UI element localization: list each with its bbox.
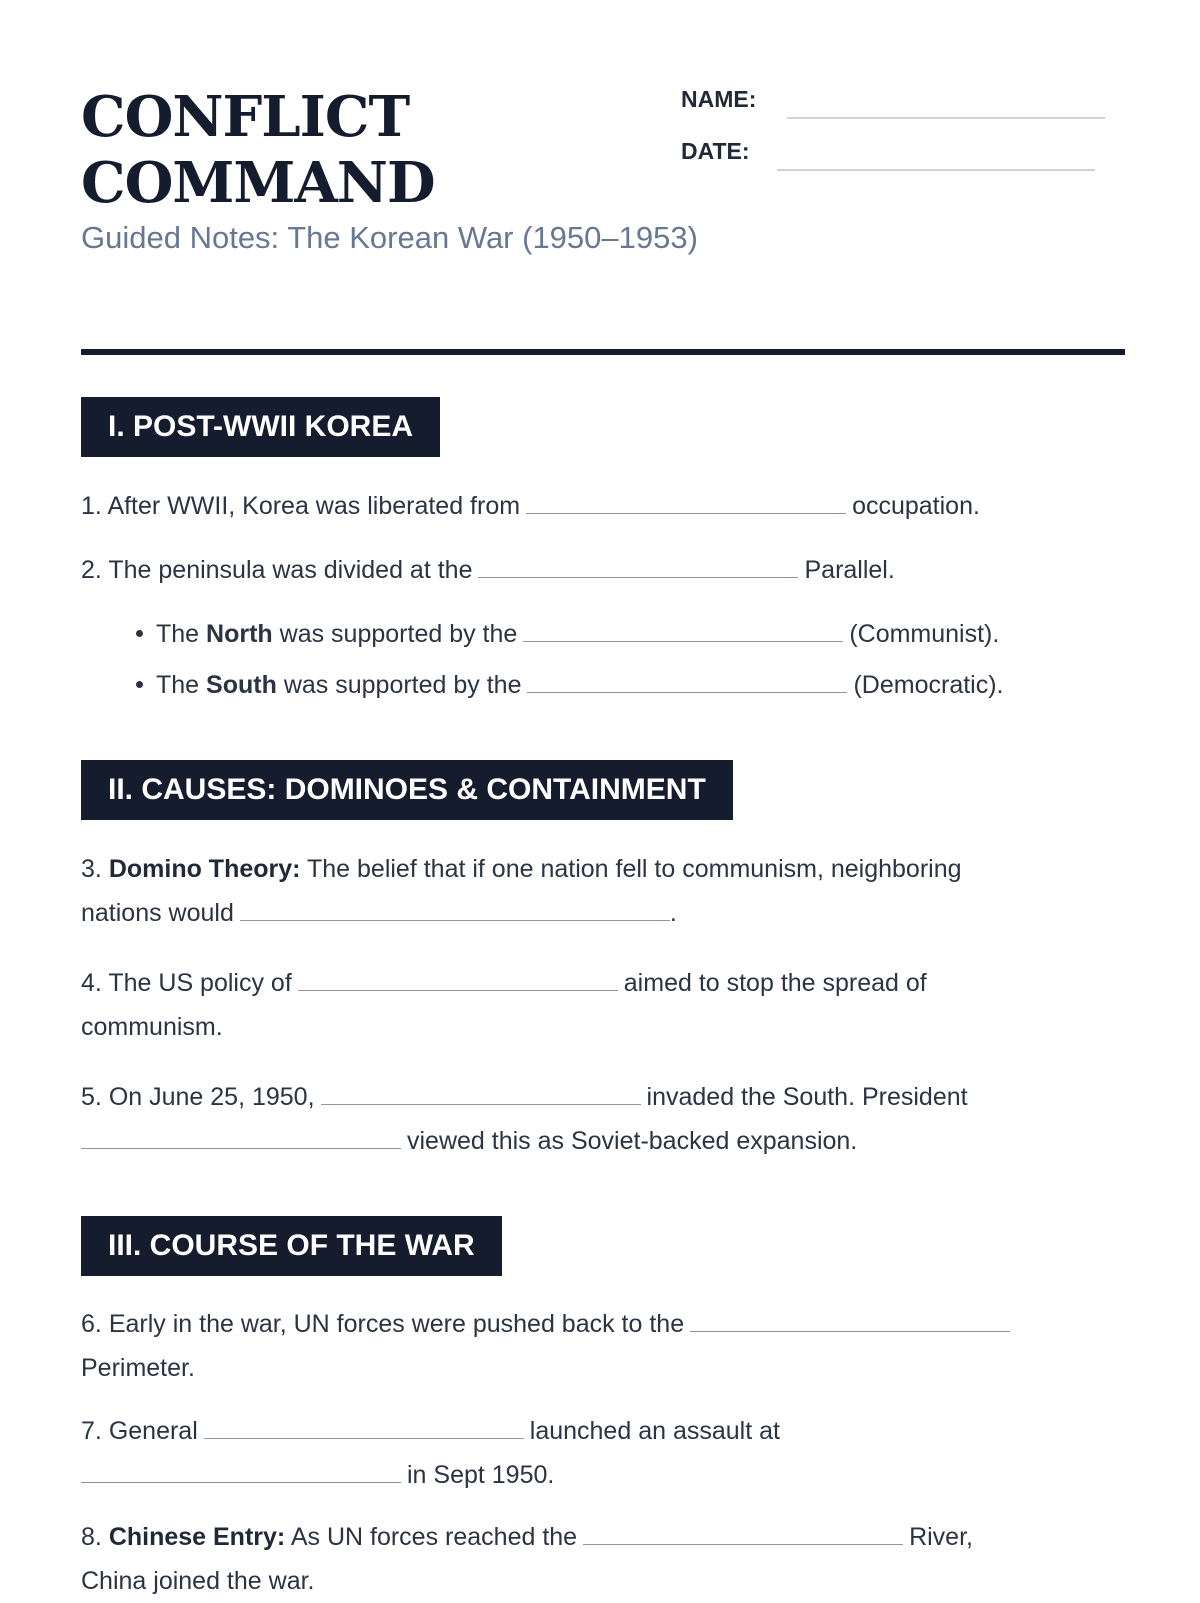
header-divider (81, 349, 1125, 355)
question-8: 8. Chinese Entry: As UN forces reached the River, China joined the war. (81, 1523, 973, 1595)
answer-blank[interactable] (690, 1330, 1010, 1332)
date-field-line[interactable] (777, 169, 1095, 171)
answer-blank[interactable] (81, 1147, 401, 1149)
bullet-dot (136, 630, 143, 637)
question-2: 2. The peninsula was divided at the Parallel. (81, 556, 895, 584)
answer-blank[interactable] (240, 919, 670, 921)
page-subtitle: Guided Notes: The Korean War (1950–1953) (81, 220, 698, 255)
name-field-line[interactable] (787, 117, 1105, 119)
question-5: 5. On June 25, 1950, invaded the South. President viewed this as Soviet-backed expansion. (81, 1083, 968, 1155)
question-4: 4. The US policy of aimed to stop the spread of communism. (81, 969, 927, 1041)
worksheet-page (81, 0, 1125, 1600)
title-line-1: CONFLICT (81, 84, 410, 150)
section-heading-post-wwii: I. POST-WWII KOREA (81, 397, 440, 457)
name-label: NAME: (681, 86, 757, 112)
question-7: 7. General launched an assault at in Sept 1950. (81, 1417, 780, 1489)
answer-blank[interactable] (523, 640, 843, 642)
answer-blank[interactable] (526, 512, 846, 514)
bullet-south: The South was supported by the (Democratic). (136, 663, 1004, 707)
answer-blank[interactable] (478, 576, 798, 578)
answer-blank[interactable] (583, 1543, 903, 1545)
answer-blank[interactable] (321, 1103, 641, 1105)
answer-blank[interactable] (204, 1437, 524, 1439)
question-3: 3. Domino Theory: The belief that if one nation fell to communism, neighboring nations would . (81, 855, 962, 927)
page-title (81, 84, 435, 216)
bullet-north: The North was supported by the (Communist). (136, 612, 999, 656)
section-heading-causes: II. CAUSES: DOMINOES & CONTAINMENT (81, 760, 733, 820)
section-heading-course: III. COURSE OF THE WAR (81, 1216, 502, 1276)
date-label: DATE: (681, 138, 750, 164)
title-line-2: COMMAND (81, 150, 435, 216)
answer-blank[interactable] (298, 989, 618, 991)
answer-blank[interactable] (81, 1481, 401, 1483)
bullet-dot (136, 681, 143, 688)
question-6: 6. Early in the war, UN forces were pushed back to the Perimeter. (81, 1302, 1016, 1390)
question-1: 1. After WWII, Korea was liberated from occupation. (81, 492, 980, 520)
answer-blank[interactable] (527, 691, 847, 693)
